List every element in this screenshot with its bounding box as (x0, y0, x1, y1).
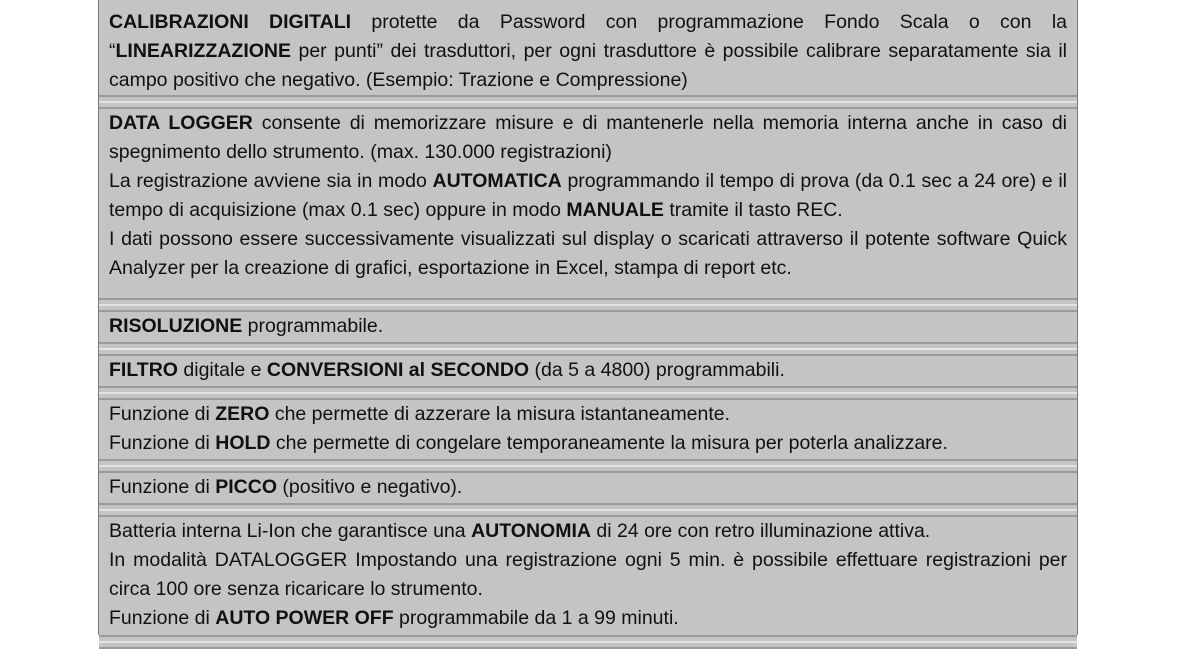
section-risoluzione (99, 312, 1077, 342)
bold-term: LINEARIZZAZIONE (115, 40, 291, 62)
text-run: di 24 ore con retro illuminazione attiva. (590, 520, 931, 542)
text-run: In modalità DATALOGGER Impostando una registrazione ogni 5 min. è possibile effettuare registrazioni per circa 100 ore senza ricaricare lo strumento. (109, 549, 1067, 600)
row-divider (99, 342, 1077, 356)
row-divider (99, 95, 1077, 109)
text-run: Funzione di (109, 476, 216, 498)
spec-table (98, 0, 1078, 635)
section-data-logger (99, 109, 1077, 298)
paragraph (109, 167, 1067, 225)
paragraph (109, 473, 1067, 502)
section-batteria (99, 517, 1077, 635)
paragraph (109, 429, 1067, 458)
text-run: (da 5 a 4800) programmabili. (529, 359, 785, 381)
text-run: che permette di azzerare la misura istantaneamente. (269, 403, 731, 425)
text-run: (positivo e negativo). (277, 476, 463, 498)
bold-term: MANUALE (566, 199, 664, 221)
row-divider (99, 635, 1077, 649)
bold-term: AUTOMATICA (432, 170, 562, 192)
section-filtro (99, 356, 1077, 386)
bold-term: ZERO (215, 403, 270, 425)
section-picco (99, 473, 1077, 503)
bold-term: PICCO (215, 476, 277, 498)
paragraph (109, 225, 1067, 283)
text-run: per punti” dei trasduttori, per ogni trasduttore è possibile calibrare separatamente sia il campo positivo che negativo. (Esempio: Trazione e Compressione) (109, 40, 1067, 91)
bold-term: RISOLUZIONE (109, 315, 243, 337)
text-run: tramite il tasto REC. (663, 199, 843, 221)
paragraph (109, 604, 1067, 633)
text-run: digitale e (177, 359, 267, 381)
bold-term: FILTRO (109, 359, 178, 381)
text-run: protette da Password con programmazione Fondo Scala o con la “ (109, 11, 1067, 62)
text-run: che permette di congelare temporaneamente la misura per poterla analizzare. (270, 432, 948, 454)
row-divider (99, 459, 1077, 473)
bold-term: AUTONOMIA (471, 520, 591, 542)
paragraph (109, 8, 1067, 95)
section-zero-hold (99, 400, 1077, 459)
paragraph (109, 356, 1067, 385)
paragraph (109, 546, 1067, 604)
text-run: Batteria interna Li-Ion che garantisce una (109, 520, 472, 542)
text-run: consente di memorizzare misure e di mantenerle nella memoria interna anche in caso di spegnimento dello strumento. (max. 130.000 registrazioni) (109, 112, 1067, 163)
row-divider (99, 298, 1077, 312)
row-divider (99, 503, 1077, 517)
text-run: I dati possono essere successivamente visualizzati sul display o scaricati attraverso il potente software Quick Analyzer per la creazione di grafici, esportazione in Excel, stampa di report etc. (109, 228, 1067, 279)
text-run: Funzione di (109, 403, 216, 425)
text-run: programmabile. (242, 315, 384, 337)
text-run: Funzione di (109, 607, 216, 629)
bold-term: DATA LOGGER (109, 112, 253, 134)
text-run: programmabile da 1 a 99 minuti. (393, 607, 679, 629)
paragraph (109, 517, 1067, 546)
bold-term: CALIBRAZIONI DIGITALI (109, 11, 352, 33)
paragraph (109, 400, 1067, 429)
bold-term: AUTO POWER OFF (215, 607, 394, 629)
text-run: programmando il tempo di prova (da 0.1 sec a 24 ore) e il tempo di acquisizione (max 0.1 sec) oppure in modo (109, 170, 1067, 221)
bold-term: CONVERSIONI al SECONDO (266, 359, 530, 381)
text-run: La registrazione avviene sia in modo (109, 170, 433, 192)
paragraph (109, 109, 1067, 167)
paragraph (109, 312, 1067, 341)
section-calibrazioni (99, 0, 1077, 95)
bold-term: HOLD (215, 432, 271, 454)
row-divider (99, 386, 1077, 400)
text-run: Funzione di (109, 432, 216, 454)
